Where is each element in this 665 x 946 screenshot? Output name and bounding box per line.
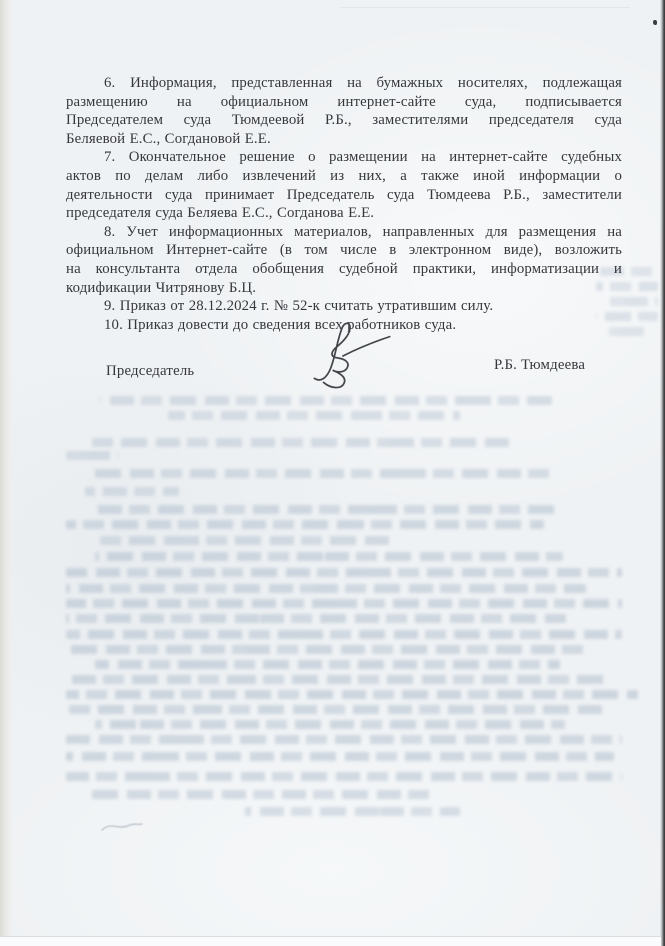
bleedthrough-line xyxy=(85,487,179,496)
scan-artifact-line xyxy=(340,7,630,8)
text-line: 8. Учет информационных материалов, направленных для размещения на xyxy=(104,223,622,240)
scan-left-edge xyxy=(0,0,13,946)
bleedthrough-line xyxy=(66,735,622,744)
bleedthrough-line xyxy=(66,451,118,460)
bleedthrough-line xyxy=(85,790,430,799)
pencil-mark xyxy=(100,818,144,834)
bleedthrough-line xyxy=(95,552,563,561)
text-line: официальном Интернет-сайте (в том числе в электронном виде), возложить xyxy=(66,242,622,259)
bleedthrough-line xyxy=(66,690,638,699)
bleedthrough-line xyxy=(66,568,622,577)
text-line: на консультанта отдела обобщения судебной практики, информатизации и xyxy=(66,260,622,277)
text-line: актов по делам либо извлечений из них, а также иной информации о xyxy=(66,167,622,184)
text-line: 6. Информация, представленная на бумажных носителях, подлежащая xyxy=(104,75,622,91)
signatory-title: Председатель xyxy=(106,363,195,379)
bleedthrough-line xyxy=(66,705,606,714)
text-line: 9. Приказ от 28.12.2024 г. № 52-к считать утратившим силу. xyxy=(104,298,494,315)
paragraph xyxy=(66,223,622,297)
bleedthrough-line xyxy=(100,536,396,545)
bleedthrough-line xyxy=(66,630,622,639)
bleedthrough-line xyxy=(245,807,460,816)
handwritten-signature xyxy=(292,317,404,399)
paragraph xyxy=(66,297,622,316)
signatory-name: Р.Б. Тюмдеева xyxy=(494,357,586,373)
bleedthrough-line xyxy=(93,469,555,478)
bleedthrough-line xyxy=(66,599,622,608)
text-line: 7. Окончательное решение о размещении на интернет-сайте судебных xyxy=(104,149,622,166)
text-line: Беляевой Е.С., Согдановой Е.Е. xyxy=(66,130,271,147)
ink-dot xyxy=(653,20,657,25)
scan-right-edge xyxy=(660,0,665,946)
bleedthrough-line xyxy=(95,505,560,514)
text-line: деятельности суда принимает Председатель суда Тюмдеева Р.Б., заместители xyxy=(66,186,622,203)
text-line: Председателем суда Тюмдеевой Р.Б., заместителями председателя суда xyxy=(66,112,622,129)
scan-bottom-edge xyxy=(0,937,661,946)
text-line: кодификации Читрянову Б.Ц. xyxy=(66,279,257,296)
bleedthrough-line xyxy=(95,720,565,729)
text-line: 10. Приказ довести до сведения всех работников суда. xyxy=(104,316,457,333)
bleedthrough-line xyxy=(66,752,614,761)
bleedthrough-line xyxy=(95,660,560,669)
bleedthrough-line xyxy=(66,584,586,593)
bleedthrough-line xyxy=(66,645,586,654)
document-body xyxy=(66,74,622,334)
bleedthrough-line xyxy=(66,675,606,684)
text-line: председателя суда Беляева Е.С., Согданова Е.Е. xyxy=(66,205,375,222)
text-line: размещению на официальном интернет-сайте суда, подписывается xyxy=(66,93,622,110)
bleedthrough-line xyxy=(66,772,622,781)
paragraph xyxy=(66,74,622,148)
bleedthrough-line xyxy=(66,520,544,529)
bleedthrough-line xyxy=(66,614,566,623)
paragraph xyxy=(66,148,622,222)
bleedthrough-line xyxy=(85,438,509,447)
bleedthrough-line xyxy=(168,411,460,420)
